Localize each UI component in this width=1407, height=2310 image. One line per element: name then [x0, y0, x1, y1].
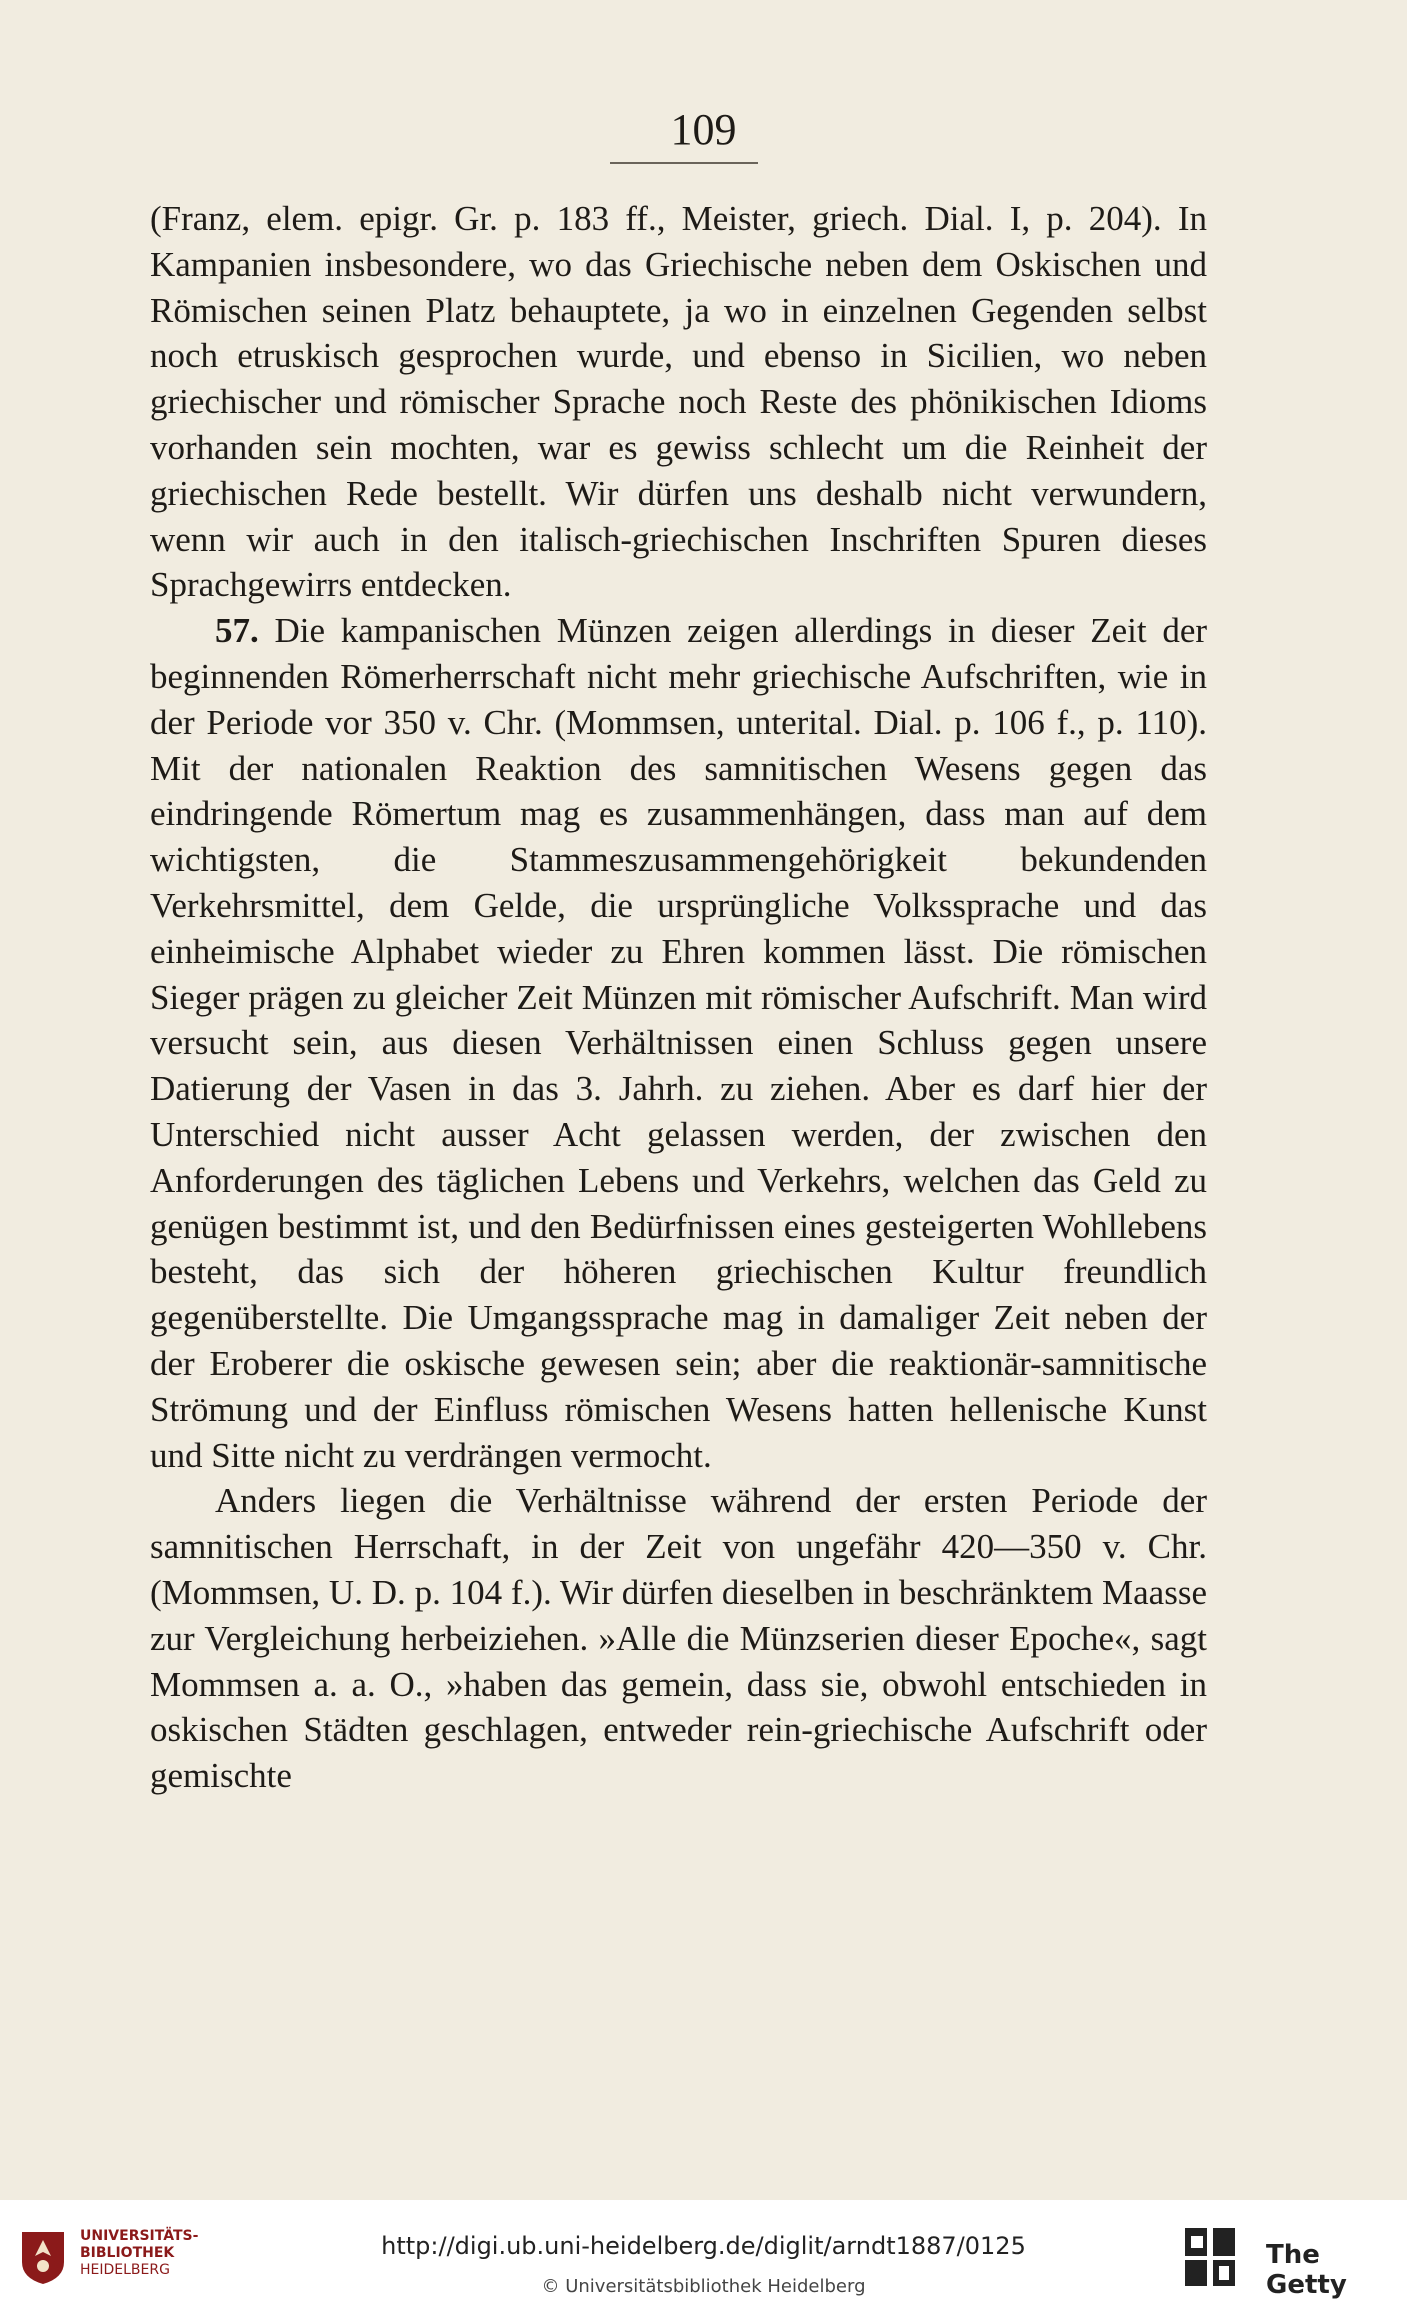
page-number: 109 — [670, 105, 737, 154]
source-url-link[interactable]: http://digi.ub.uni-heidelberg.de/diglit/arndt1887/0125 — [381, 2232, 1026, 2260]
paragraph-2-text: Die kampanischen Münzen zeigen allerdings in dieser Zeit der beginnenden Römerherrschaft nicht mehr griechische Aufschriften, wie in der Periode vor 350 v. Chr. (Mommsen, unterital. Dial. p. 106 f., p. 110). Mit der nationalen Reaktion des samnitischen Wesens gegen das eindringende Römertum mag es zusammenhängen, dass man auf dem wichtigsten, die Stammeszusammengehörigkeit bekundenden Verkehrsmittel, dem Gelde, die ursprüngliche Volkssprache und das einheimische Alphabet wieder zu Ehren kommen lässt. Die römischen Sieger prägen zu gleicher Zeit Münzen mit römischer Aufschrift. Man wird versucht sein, aus diesen Verhältnissen einen Schluss gegen unsere Datierung der Vasen in das 3. Jahrh. zu ziehen. Aber es darf hier der Unterschied nicht ausser Acht gelassen werden, der zwischen den Anforderungen des täglichen Lebens und Verkehrs, welchen das Geld zu genügen bestimmt ist, und den Bedürfnissen eines gesteigerten Wohllebens besteht, das sich der höheren griechischen Kultur freundlich gegenüberstellte. Die Umgangssprache mag in damaliger Zeit neben der der Eroberer die oskische gewesen sein; aber die reaktionär-samnitische Strömung und der Einfluss römischen Wesens hatten hellenische Kunst und Sitte nicht zu verdrängen vermocht. — [150, 611, 1208, 1475]
library-name-line-2: BIBLIOTHEK — [80, 2245, 175, 2261]
library-name-line-3: HEIDELBERG — [80, 2262, 170, 2278]
section-number: 57. — [215, 611, 259, 651]
digitization-footer — [0, 2200, 1407, 2310]
paragraph-2 — [150, 608, 1207, 1478]
page-number-rule — [610, 162, 758, 164]
paragraph-1: (Franz, elem. epigr. Gr. p. 183 ff., Meister, griech. Dial. I, p. 204). In Kampanien insbesondere, wo das Griechische neben dem Oskischen und Römischen seinen Platz behauptete, ja wo in einzelnen Gegenden selbst noch etruskisch gesprochen wurde, und ebenso in Sicilien, wo neben griechischer und römischer Sprache noch Reste des phönikischen Idioms vorhanden sein mochten, war es gewiss schlecht um die Reinheit der griechischen Rede bestellt. Wir dürfen uns deshalb nicht verwundern, wenn wir auch in den italisch-griechischen Inschriften Spuren dieses Sprachgewirrs entdecken. — [150, 199, 1207, 605]
body-text — [150, 196, 1207, 1799]
getty-logo-icon — [1183, 2226, 1237, 2288]
paragraph-3: Anders liegen die Verhältnisse während der ersten Periode der samnitischen Herrschaft, in der Zeit von ungefähr 420—350 v. Chr. (Mommsen, U. D. p. 104 f.). Wir dürfen dieselben in beschränktem Maasse zur Vergleichung herbeiziehen. »Alle die Münzserien dieser Epoche«, sagt Mommsen a. a. O., »haben das gemein, dass sie, obwohl entschieden in oskischen Städten geschlagen, entweder rein-griechische Aufschrift oder gemischte — [150, 1481, 1207, 1796]
copyright-notice: © Universitätsbibliothek Heidelberg — [541, 2276, 866, 2297]
library-name-line-1: UNIVERSITÄTS- — [80, 2228, 199, 2244]
getty-name: The Getty — [1266, 2240, 1347, 2300]
